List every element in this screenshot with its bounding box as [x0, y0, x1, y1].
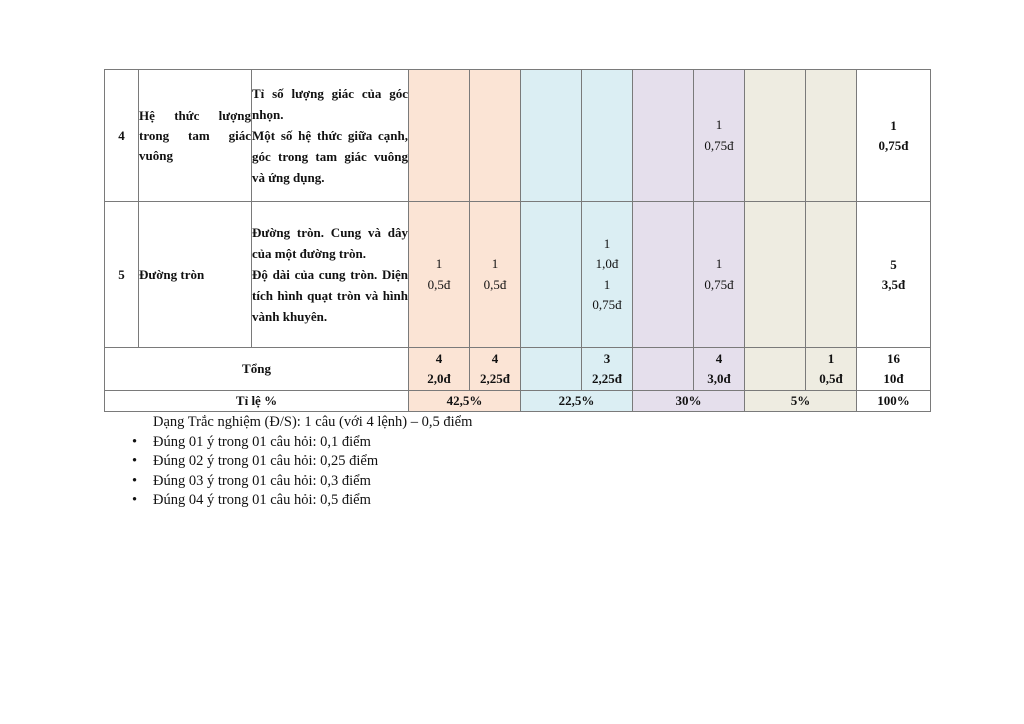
ratio-blue: 22,5%: [521, 391, 633, 412]
cell-count: 1: [715, 256, 723, 271]
bullet-icon: •: [132, 492, 138, 508]
content-line: Một số hệ thức giữa cạnh, góc trong tam giác vuông và ứng dụng.: [252, 128, 408, 185]
cell-score: 0,75đ: [592, 297, 622, 312]
total-orange-2: [470, 348, 521, 391]
cell-score: 0,75đ: [704, 137, 734, 153]
cell-count: 16: [887, 351, 900, 366]
cell-count: 1: [827, 351, 835, 366]
total-grand: [857, 348, 931, 391]
total-green-1: [745, 348, 806, 391]
cell-score: 0,5đ: [819, 371, 843, 386]
cell-green-2: [806, 202, 857, 348]
total-label: Tổng: [105, 348, 409, 391]
total-blue-2: [582, 348, 633, 391]
row-content: [252, 202, 409, 348]
cell-score: 3,5đ: [881, 276, 906, 292]
notes-intro: Dạng Trắc nghiệm (Đ/S): 1 câu (với 4 lệnh) – 0,5 điểm: [153, 414, 473, 430]
cell-purple-1: [633, 70, 694, 202]
cell-score: 0,5đ: [427, 276, 451, 292]
list-item: [130, 452, 472, 472]
list-item-text: Đúng 03 ý trong 01 câu hỏi: 0,3 điểm: [153, 472, 371, 489]
list-item: [130, 472, 472, 492]
cell-count: 1: [491, 256, 499, 271]
cell-count: 1: [603, 276, 611, 292]
content-line: Tỉ số lượng giác của góc nhọn.: [252, 86, 408, 122]
list-item-text: Đúng 04 ý trong 01 câu hỏi: 0,5 điểm: [153, 492, 371, 508]
cell-blue-2: [582, 202, 633, 348]
cell-purple-2: [694, 202, 745, 348]
cell-orange-2: [470, 202, 521, 348]
ratio-row: [105, 391, 931, 412]
cell-green-1: [745, 202, 806, 348]
table-row: [105, 70, 931, 202]
cell-orange-1: [409, 70, 470, 202]
cell-orange-1: [409, 202, 470, 348]
total-orange-1: [409, 348, 470, 391]
row-stt: 5: [105, 202, 139, 348]
notes-list: [130, 433, 472, 511]
list-item: [130, 433, 472, 453]
total-row: [105, 348, 931, 391]
ratio-total: 100%: [857, 391, 931, 412]
cell-blue-1: [521, 202, 582, 348]
ratio-label: Tỉ lệ %: [105, 391, 409, 412]
cell-green-1: [745, 70, 806, 202]
total-green-2: [806, 348, 857, 391]
bullet-icon: •: [132, 472, 138, 489]
bullet-icon: •: [132, 433, 138, 450]
cell-count: 1: [715, 117, 723, 132]
list-item: [130, 491, 472, 511]
matrix-table: [104, 69, 931, 412]
table-row: [105, 202, 931, 348]
row-topic: Đường tròn: [139, 202, 252, 348]
cell-score: 2,25đ: [592, 371, 622, 386]
cell-score: 0,5đ: [483, 276, 507, 292]
cell-count: 4: [491, 351, 499, 366]
ratio-orange: 42,5%: [409, 391, 521, 412]
cell-orange-2: [470, 70, 521, 202]
cell-blue-1: [521, 70, 582, 202]
cell-score: 10đ: [883, 371, 904, 386]
cell-green-2: [806, 70, 857, 202]
cell-total: [857, 70, 931, 202]
cell-count: 1: [435, 256, 443, 271]
cell-count: 4: [715, 351, 723, 366]
bullet-icon: •: [132, 453, 138, 469]
content-line: Đường tròn. Cung và dây của một đường tròn.: [252, 225, 408, 261]
cell-count: 3: [603, 351, 611, 366]
cell-score: 3,0đ: [707, 371, 731, 386]
row-topic: Hệ thức lượng trong tam giác vuông: [139, 70, 252, 202]
cell-blue-2: [582, 70, 633, 202]
cell-score: 2,25đ: [480, 371, 510, 386]
scoring-notes: [130, 413, 472, 511]
row-content: [252, 70, 409, 202]
cell-count: 4: [435, 351, 443, 366]
ratio-green: 5%: [745, 391, 857, 412]
cell-total: [857, 202, 931, 348]
content-line: Độ dài của cung tròn. Diện tích hình quạt tròn và hình vành khuyên.: [252, 267, 408, 324]
total-purple-2: [694, 348, 745, 391]
cell-count: 5: [890, 256, 897, 272]
list-item-text: Đúng 01 ý trong 01 câu hỏi: 0,1 điểm: [153, 433, 371, 450]
cell-purple-2: [694, 70, 745, 202]
total-blue-1: [521, 348, 582, 391]
ratio-purple: 30%: [633, 391, 745, 412]
cell-score: 2,0đ: [427, 371, 451, 386]
cell-count: 1: [603, 235, 611, 251]
cell-count: 1: [890, 117, 897, 133]
cell-score: 1,0đ: [595, 256, 619, 271]
total-purple-1: [633, 348, 694, 391]
cell-score: 0,75đ: [704, 276, 734, 292]
cell-purple-1: [633, 202, 694, 348]
row-stt: 4: [105, 70, 139, 202]
list-item-text: Đúng 02 ý trong 01 câu hỏi: 0,25 điểm: [153, 453, 379, 469]
cell-score: 0,75đ: [878, 137, 909, 153]
